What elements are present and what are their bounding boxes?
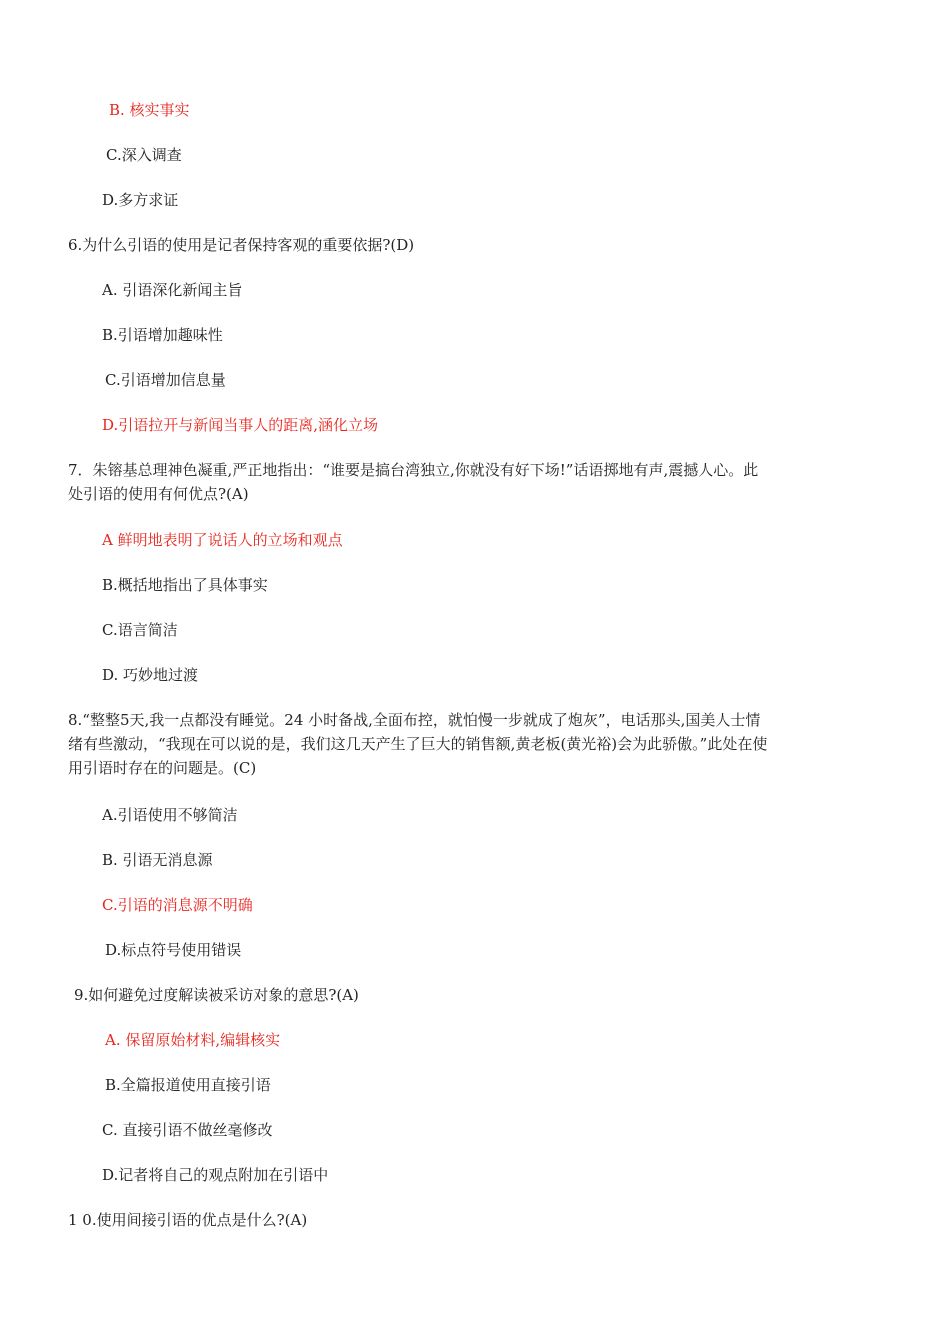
q10-question: 1 0.使用间接引语的优点是什么?(A) xyxy=(68,1211,308,1229)
q7-option-b: B.概括地指出了具体事实 xyxy=(102,576,268,594)
q8-option-d: D.标点符号使用错误 xyxy=(105,941,242,959)
q5-option-c: C.深入调查 xyxy=(106,146,182,164)
q9-option-a: A. 保留原始材料,编辑核实 xyxy=(105,1031,281,1049)
q9-option-b: B.全篇报道使用直接引语 xyxy=(105,1076,271,1094)
q5-option-d: D.多方求证 xyxy=(102,191,179,209)
q6-option-c: C.引语增加信息量 xyxy=(105,371,226,389)
q9-question: 9.如何避免过度解读被采访对象的意思?(A) xyxy=(74,986,359,1004)
q7-option-a: A 鲜明地表明了说话人的立场和观点 xyxy=(102,531,343,549)
q7-question xyxy=(68,458,883,506)
q7-question-line-1: 7．朱镕基总理神色凝重,严正地指出：“谁要是搞台湾独立,你就没有好下场!”话语掷地有声,震撼人心。此 xyxy=(68,461,759,479)
q7-option-d: D. 巧妙地过渡 xyxy=(102,666,199,684)
q9-option-c: C. 直接引语不做丝毫修改 xyxy=(102,1121,273,1139)
q8-option-b: B. 引语无消息源 xyxy=(102,851,213,869)
q8-option-a: A.引语使用不够简洁 xyxy=(102,806,238,824)
q8-question-line-3: 用引语时存在的问题是。(C) xyxy=(68,759,257,777)
q6-option-d: D.引语拉开与新闻当事人的距离,涵化立场 xyxy=(102,416,379,434)
q9-option-d: D.记者将自己的观点附加在引语中 xyxy=(102,1166,329,1184)
q8-question-line-1: 8.“整整5天,我一点都没有睡觉。24 小时备战,全面布控，就怕慢一步就成了炮灰”，电话那头,国美人士情 xyxy=(68,711,761,729)
q8-question xyxy=(68,708,883,780)
q6-option-a: A. 引语深化新闻主旨 xyxy=(102,281,243,299)
q8-question-line-2: 绪有些激动，“我现在可以说的是，我们这几天产生了巨大的销售额,黄老板(黄光裕)会为此骄傲。”此处在使 xyxy=(68,735,768,753)
q5-option-b: B. 核实事实 xyxy=(109,101,190,119)
q8-option-c: C.引语的消息源不明确 xyxy=(102,896,253,914)
q6-question: 6.为什么引语的使用是记者保持客观的重要依据?(D) xyxy=(68,236,415,254)
q7-question-line-2: 处引语的使用有何优点?(A) xyxy=(68,485,249,503)
q7-option-c: C.语言简洁 xyxy=(102,621,178,639)
q6-option-b: B.引语增加趣味性 xyxy=(102,326,223,344)
